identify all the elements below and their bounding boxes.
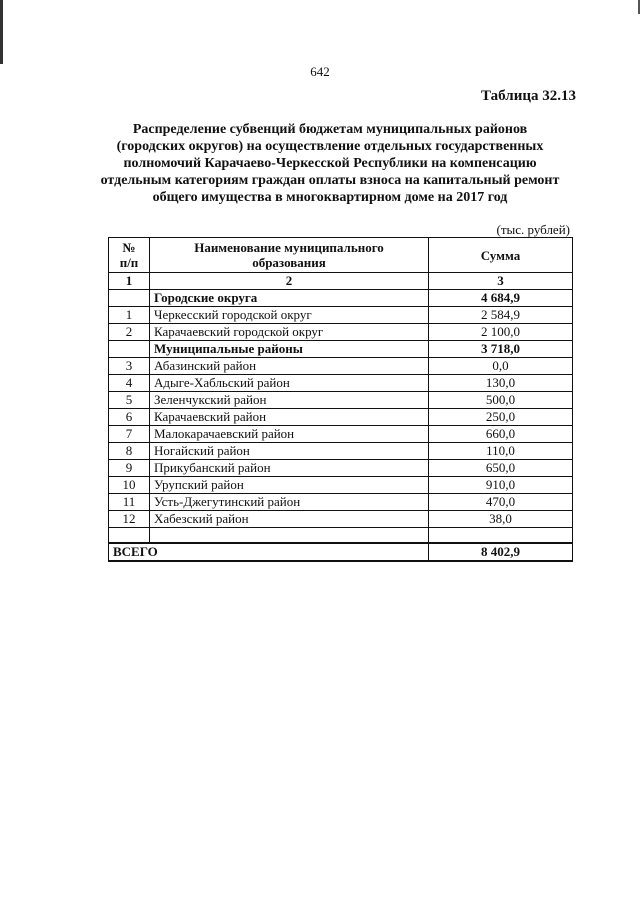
row-number: 2: [109, 324, 150, 341]
row-sum: 470,0: [429, 494, 573, 511]
document-heading: [80, 121, 580, 206]
row-name: Карачаевский район: [150, 409, 429, 426]
table-row: [109, 358, 573, 375]
budget-table: [108, 237, 573, 562]
row-sum: 110,0: [429, 443, 573, 460]
row-sum: 2 584,9: [429, 307, 573, 324]
empty-cell: [150, 528, 429, 544]
table-row: [109, 307, 573, 324]
row-name: Городские округа: [150, 290, 429, 307]
row-sum: 660,0: [429, 426, 573, 443]
row-name: Хабезский район: [150, 511, 429, 528]
table-total-row: [109, 543, 573, 561]
table-row: [109, 443, 573, 460]
table-label: Таблица 32.13: [481, 88, 576, 104]
row-number: 7: [109, 426, 150, 443]
row-name: Малокарачаевский район: [150, 426, 429, 443]
column-number-row: [109, 273, 573, 290]
heading-line: (городских округов) на осуществление отдельных государственных: [116, 139, 544, 154]
row-number: 6: [109, 409, 150, 426]
row-name: Муниципальные районы: [150, 341, 429, 358]
row-sum: 3 718,0: [429, 341, 573, 358]
table-row: [109, 511, 573, 528]
row-sum: 250,0: [429, 409, 573, 426]
column-number: 2: [150, 273, 429, 290]
table-row: [109, 460, 573, 477]
row-number: 4: [109, 375, 150, 392]
table-header-row: [109, 238, 573, 273]
empty-cell: [429, 528, 573, 544]
row-sum: 130,0: [429, 375, 573, 392]
row-name: Ногайский район: [150, 443, 429, 460]
column-number: 3: [429, 273, 573, 290]
row-sum: 38,0: [429, 511, 573, 528]
row-number: 1: [109, 307, 150, 324]
heading-line: Распределение субвенций бюджетам муниципальных районов: [132, 122, 528, 137]
row-sum: 500,0: [429, 392, 573, 409]
row-sum: 910,0: [429, 477, 573, 494]
table-row: [109, 426, 573, 443]
row-number: 8: [109, 443, 150, 460]
header-num: № п/п: [109, 238, 150, 273]
row-sum: 2 100,0: [429, 324, 573, 341]
heading-line: полномочий Карачаево-Черкесской Республики на компенсацию: [123, 156, 537, 171]
units-note: (тыс. рублей): [496, 222, 570, 237]
row-name: Абазинский район: [150, 358, 429, 375]
header-name: Наименование муниципального образования: [150, 238, 429, 273]
row-name: Черкесский городской округ: [150, 307, 429, 324]
heading-line: общего имущества в многоквартирном доме на 2017 год: [152, 190, 508, 205]
page-number: 642: [310, 64, 330, 79]
table-row: [109, 477, 573, 494]
row-number: 9: [109, 460, 150, 477]
empty-cell: [109, 528, 150, 544]
row-number: [109, 290, 150, 307]
row-name: Урупский район: [150, 477, 429, 494]
scan-edge-left: [0, 0, 3, 64]
row-sum: 4 684,9: [429, 290, 573, 307]
row-name: Усть-Джегутинский район: [150, 494, 429, 511]
table-empty-row: [109, 528, 573, 544]
heading-line: отдельным категориям граждан оплаты взноса на капитальный ремонт: [100, 173, 560, 188]
table-row: [109, 409, 573, 426]
row-number: 10: [109, 477, 150, 494]
header-sum: Сумма: [429, 238, 573, 273]
row-name: Карачаевский городской округ: [150, 324, 429, 341]
total-label: ВСЕГО: [109, 543, 429, 561]
row-number: [109, 341, 150, 358]
row-name: Зеленчукский район: [150, 392, 429, 409]
row-number: 12: [109, 511, 150, 528]
row-sum: 0,0: [429, 358, 573, 375]
total-sum: 8 402,9: [429, 543, 573, 561]
table-row: [109, 375, 573, 392]
column-number: 1: [109, 273, 150, 290]
row-name: Прикубанский район: [150, 460, 429, 477]
table-group-row: [109, 290, 573, 307]
table-row: [109, 494, 573, 511]
table-row: [109, 324, 573, 341]
table-group-row: [109, 341, 573, 358]
table-row: [109, 392, 573, 409]
row-sum: 650,0: [429, 460, 573, 477]
row-name: Адыге-Хабльский район: [150, 375, 429, 392]
row-number: 5: [109, 392, 150, 409]
row-number: 3: [109, 358, 150, 375]
row-number: 11: [109, 494, 150, 511]
